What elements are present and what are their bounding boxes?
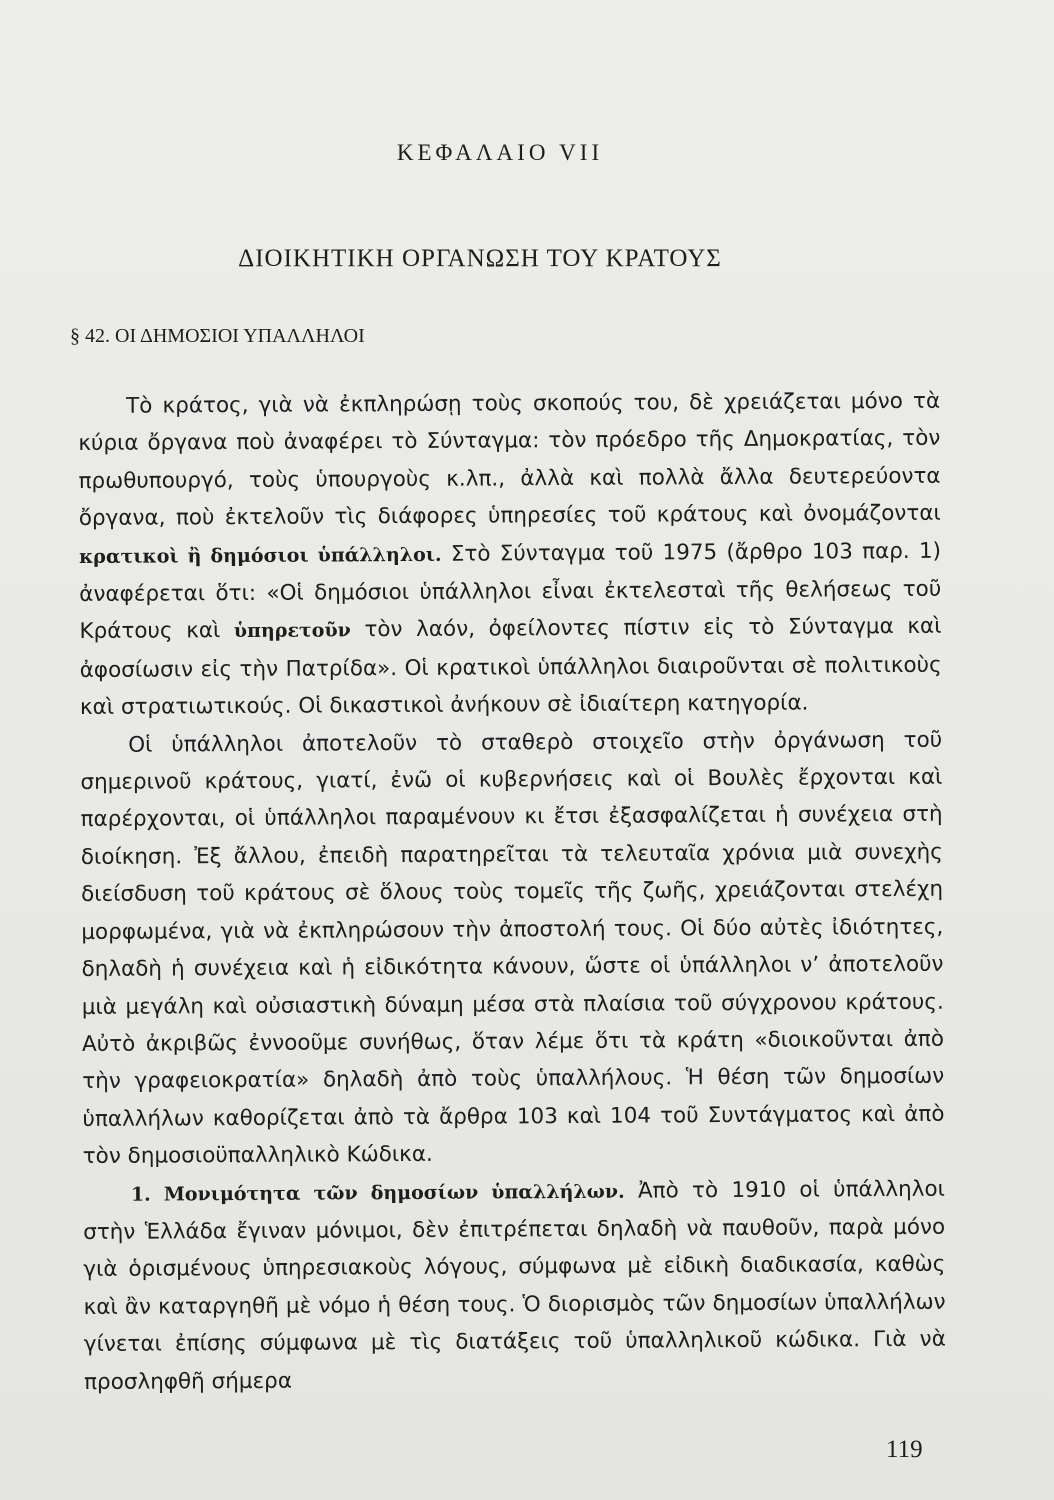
page-number: 119 — [886, 1436, 923, 1463]
section-heading: § 42. ΟΙ ΔΗΜΟΣΙΟΙ ΥΠΑΛΛΗΛΟΙ — [70, 325, 365, 347]
body-text — [78, 383, 946, 1401]
paragraph-3 — [83, 1170, 946, 1401]
paragraph-2: Οἱ ὑπάλληλοι ἀποτελοῦν τὸ σταθερὸ στοιχεῖο στὴν ὀργάνωση τοῦ σημερινοῦ κράτους, γιατί, ἐνῶ οἱ κυβερνήσεις καὶ οἱ Βουλὲς ἔρχονται καὶ παρέρχονται, οἱ ὑπάλληλοι παραμένουν κι ἔτσι ἐξασφαλίζεται ἡ συνέχεια στὴ διοίκηση. Ἐξ ἄλλου, ἐπειδὴ παρατηρεῖται τὰ τελευταῖα χρόνια μιὰ συνεχὴς διείσδυση τοῦ κράτους σὲ ὅλους τοὺς τομεῖς τῆς ζωῆς, χρειάζονται στελέχη μορφωμένα, γιὰ νὰ ἐκπληρώσουν τὴν ἀποστολή τους. Οἱ δύο αὐτὲς ἰδιότητες, δηλαδὴ ἡ συνέχεια καὶ ἡ εἰδικότητα κάνουν, ὥστε οἱ ὑπάλληλοι ν’ ἀποτελοῦν μιὰ μεγάλη καὶ οὐσιαστικὴ δύναμη μέσα στὰ πλαίσια τοῦ σύγχρονου κράτους. Αὐτὸ ἀκριβῶς ἐννοοῦμε συνήθως, ὅταν λέμε ὅτι τὰ κράτη «διοικοῦνται ἀπὸ τὴν γραφειοκρατία» δηλαδὴ ἀπὸ τοὺς ὑπαλλήλους. Ἡ θέση τῶν δημοσίων ὑπαλλήλων καθορίζεται ἀπὸ τὰ ἄρθρα 103 καὶ 104 τοῦ Συντάγματος καὶ ἀπὸ τὸν δημοσιοϋπαλληλικὸ Κώδικα. — [80, 727, 945, 1170]
paragraph-3-text: Ἀπὸ τὸ 1910 οἱ ὑπάλληλοι στὴν Ἑλλάδα ἔγιναν μόνιμοι, δὲν ἐπιτρέπεται δηλαδὴ νὰ παυθοῦν, παρὰ μόνο γιὰ ὁρισμένους ὑπηρεσιακοὺς λόγους, σύμφωνα μὲ εἰδικὴ διαδικασία, καθὼς καὶ ἂν καταργηθῆ μὲ νόμο ἡ θέση τους. Ὁ διορισμὸς τῶν δημοσίων ὑπαλλήλων γίνεται ἐπίσης σύμφωνα μὲ τὶς διατάξεις τοῦ ὑπαλληλικοῦ κώδικα. Γιὰ νὰ προσληφθῆ σήμερα — [83, 1176, 946, 1395]
paragraph-1 — [78, 383, 942, 727]
paragraph-1-text-c: τὸν λαόν, ὀφείλοντες πίστιν εἰς τὸ Σύνταγμα καὶ ἀφοσίωσιν εἰς τὴν Πατρίδα». Οἱ κρατικοὶ ὑπάλληλοι διαιροῦνται σὲ πολιτικοὺς καὶ στρατιωτικούς. Οἱ δικαστικοὶ ἀνήκουν σὲ ἰδιαίτερη κατηγορία. — [79, 614, 942, 721]
paragraph-1-text-b: Στὸ Σύνταγμα τοῦ 1975 (ἄρθρο 103 παρ. 1) ἀναφέρεται ὅτι: «Οἱ δημόσιοι ὑπάλληλοι εἶναι ἐκτελεσταὶ τῆς θελήσεως τοῦ Κράτους καὶ — [79, 538, 942, 645]
paragraph-1-text-a: Τὸ κράτος, γιὰ νὰ ἐκπληρώσῃ τοὺς σκοπούς του, δὲ χρειάζεται μόνο τὰ κύρια ὄργανα ποὺ ἀναφέρει τὸ Σύνταγμα: τὸν πρόεδρο τῆς Δημοκρατίας, τὸν πρωθυπουργό, τοὺς ὑπουργοὺς κ.λπ., ἀλλὰ καὶ πολλὰ ἄλλα δευτερεύοντα ὄργανα, ποὺ ἐκτελοῦν τὶς διάφορες ὑπηρεσίες τοῦ κράτους καὶ ὀνομάζονται — [78, 388, 941, 532]
chapter-title: ΔΙΟΙΚΗΤΙΚΗ ΟΡΓΑΝΩΣΗ ΤΟΥ ΚΡΑΤΟΥΣ — [238, 245, 722, 272]
paragraph-3-heading: 1. Μονιμότητα τῶν δημοσίων ὑπαλλήλων. — [130, 1180, 625, 1206]
paragraph-1-bold-verb: ὑπηρετοῦν — [233, 619, 351, 643]
chapter-label: ΚΕΦΑΛΑΙΟ VII — [396, 140, 604, 165]
paragraph-1-bold-term: κρατικοὶ ἢ δημόσιοι ὑπάλληλοι. — [78, 543, 442, 568]
